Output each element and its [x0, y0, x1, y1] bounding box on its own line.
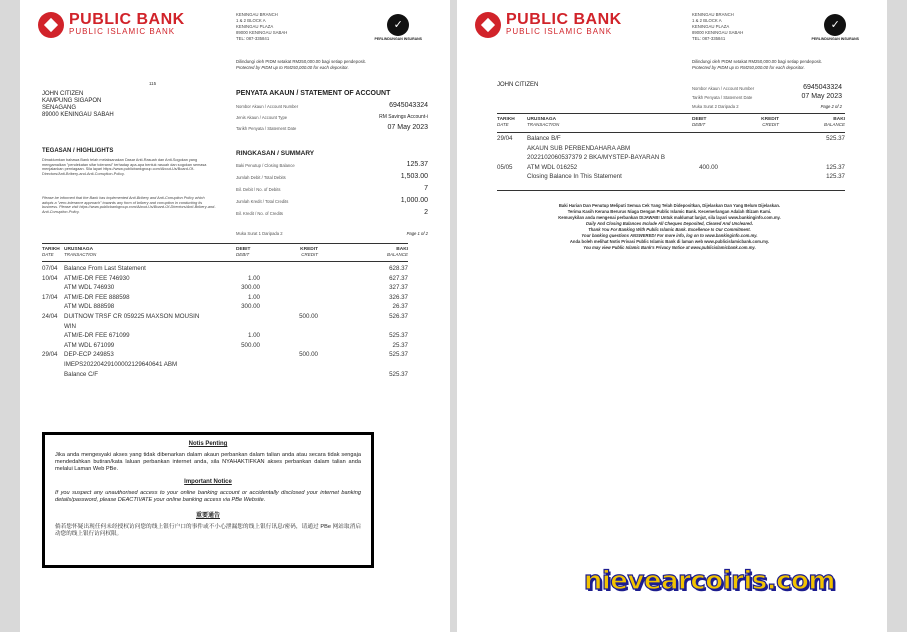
summary-title: RINGKASAN / SUMMARY	[236, 150, 315, 157]
kv-label: Bil. Debit / No. of Debits	[236, 187, 281, 192]
insured-malay: Dilindungi oleh PIDM setakat RM250,000.00 bagi setiap pendeposit.	[236, 59, 366, 64]
statement-date-row	[236, 126, 428, 131]
branch-address	[236, 12, 287, 42]
closing-balance: 125.37	[406, 161, 428, 168]
branch-line: KENINGAU PLAZA	[236, 24, 274, 29]
table-header-rule	[497, 132, 845, 133]
address-line: JOHN CITIZEN	[42, 91, 84, 97]
tx-description: Balance C/F	[64, 370, 99, 378]
tx-date: 17/04	[42, 293, 58, 301]
public-bank-logo-icon	[38, 12, 64, 38]
table-top-rule	[42, 243, 408, 244]
kv-label: Jumlah Kredit / Total Credits	[236, 199, 289, 204]
header-label: BAKI	[833, 117, 845, 122]
tx-description: DUITNOW TRSF CR 059225 MAXSON MOUSIN	[64, 313, 200, 320]
tx-description: ATM WDL 746930	[64, 284, 115, 292]
number-of-debits: 7	[424, 185, 428, 192]
summary-row	[236, 199, 428, 204]
kv-label: Tarikh Penyata / Statement Date	[236, 126, 297, 131]
total-debits: 1,503.00	[400, 173, 428, 180]
footer-line: Daily And Closing Balances Include All Cheques Deposited, Cleared And Uncleared.	[585, 221, 754, 226]
header-label-en: DATE	[42, 252, 54, 257]
branch-line: 89000 KENINGAU SABAH	[236, 30, 288, 35]
tx-debit: 1.00	[247, 293, 260, 301]
bank-logo	[475, 12, 622, 38]
tx-balance: 25.37	[392, 341, 408, 349]
col-transaction-header	[527, 116, 559, 127]
watermark-text: nievearcoiris.com	[583, 566, 835, 596]
tx-description: Balance From Last Statement	[64, 265, 146, 272]
tx-description: ATM/E-DR FEE 671099	[64, 332, 130, 340]
page-indicator	[692, 104, 842, 109]
tx-credit: 500.00	[299, 351, 318, 359]
tx-description: ATM WDL 671099	[64, 341, 115, 349]
tx-date: 24/04	[42, 313, 58, 320]
tx-date: 10/04	[42, 274, 58, 282]
branch-line: TEL: 087-335841	[692, 36, 726, 41]
statement-page-1	[20, 0, 450, 632]
header-label-en: TRANSACTION	[64, 252, 97, 257]
tx-balance: 628.37	[389, 265, 408, 272]
kv-label: Jumlah Debit / Total Debits	[236, 175, 286, 180]
notice-text-english: If you suspect any unauthorised access to your online banking account or accidentally disclosed your internet banking details/password, please DEACTIVATE your online banking access via PBe Website.	[55, 490, 361, 503]
col-date-header	[497, 116, 515, 127]
col-debit-header	[692, 116, 706, 127]
insured-english: Protected by PIDM up to RM250,000.00 for each depositor.	[692, 64, 805, 70]
pidm-logo-icon: ✓	[387, 14, 409, 36]
tx-balance: 26.37	[392, 303, 408, 311]
header-label-en: DATE	[497, 122, 509, 127]
branch-address	[692, 12, 743, 42]
statement-date: 07 May 2023	[801, 93, 842, 100]
header-label: URUSNIAGA	[527, 117, 557, 122]
statement-date-row	[692, 95, 842, 100]
tx-debit: 300.00	[241, 303, 260, 311]
tx-balance: 525.37	[389, 370, 408, 378]
tx-description: Balance B/F	[527, 135, 561, 142]
tx-balance: 525.37	[389, 332, 408, 340]
tx-debit: 1.00	[247, 274, 260, 282]
pidm-badge	[375, 14, 422, 41]
branch-line: 1 & 2 BLOCK A	[692, 18, 722, 23]
footer-line: Thank You For Banking With Public Islamic Bank. Excellence Is Our Commitment.	[588, 227, 751, 232]
col-credit-header	[751, 116, 779, 127]
address-line: KAMPUNG SIGAPON	[42, 98, 102, 104]
notice-title-malay: Notis Penting	[188, 441, 228, 447]
notice-title-english: Important Notice	[184, 479, 232, 485]
public-bank-logo-icon	[475, 12, 501, 38]
tx-debit: 400.00	[699, 163, 718, 171]
footer-line: Anda boleh melihat Notis Privasi Public Islamic Bank di laman web www.publicislamicbank.com.my.	[569, 239, 770, 244]
kv-label: Tarikh Penyata / Statement Date	[692, 95, 753, 100]
tx-balance: 627.37	[389, 274, 408, 282]
header-label: KREDIT	[761, 117, 779, 122]
page-label-english: Page 1 of 2	[406, 231, 428, 236]
customer-address	[42, 91, 114, 119]
header-label-en: DEBIT	[236, 252, 250, 257]
tx-balance: 525.37	[826, 135, 845, 142]
header-label: TARIKH	[42, 247, 60, 252]
kv-label: Nombor Akaun / Account Number	[236, 104, 299, 109]
account-number: 6945043324	[389, 102, 428, 109]
account-number-row	[236, 104, 428, 109]
total-credits: 1,000.00	[400, 197, 428, 204]
statement-date: 07 May 2023	[387, 124, 428, 131]
tx-description: 2022102060537379 2 BKA/MYSTEP-BAYARAN B	[527, 154, 666, 162]
tx-credit: 500.00	[299, 313, 318, 320]
header-label: DEBIT	[236, 247, 251, 252]
account-number-row	[692, 86, 842, 91]
col-transaction-header	[64, 246, 96, 257]
address-line: 89000 KENINGAU SABAH	[42, 112, 114, 118]
highlights-title: TEGASAN / HIGHLIGHTS	[42, 148, 114, 154]
bank-name: PUBLIC BANK	[506, 11, 622, 28]
address-line: SENAGANG	[42, 105, 77, 111]
statement-page-2	[457, 0, 887, 632]
number-of-credits: 2	[424, 209, 428, 216]
table-top-rule	[497, 113, 845, 114]
tx-description: ATM/E-DR FEE 746930	[64, 274, 130, 282]
tx-description: ATM WDL 888598	[64, 303, 115, 311]
statement-title: PENYATA AKAUN / STATEMENT OF ACCOUNT	[236, 90, 391, 97]
col-credit-header	[290, 246, 318, 257]
col-debit-header	[236, 246, 250, 257]
highlights-english: Please be informed that the Bank has implemented Anti-Bribery and Anti-Corruption Policy which adopts a "zero-tolerance approach" towards any form of bribery and corruption in conducting its business. Please visit https://www.publicbankgroup.com/About-Us/Board-Of-Directors/Anti-Bribery-and-Anti-Corruption-Policy.	[42, 196, 216, 214]
tx-description: AKAUN SUB PERBENDAHARA ABM	[527, 144, 631, 152]
header-label: KREDIT	[300, 247, 318, 252]
kv-label: Bil. Kredit / No. of Credits	[236, 211, 284, 216]
footer-line: You may view Public Islamic Bank's Privacy Notice at www.publicislamicbank.com.my.	[583, 245, 756, 250]
summary-row	[236, 187, 428, 192]
header-label: URUSNIAGA	[64, 247, 94, 252]
account-number: 6945043324	[803, 84, 842, 91]
page-label-malay: Muka Surat 1 Daripada 2	[236, 231, 283, 236]
pidm-caption: PERLINDUNGAN INSURANS	[374, 37, 422, 41]
tx-balance: 326.37	[389, 293, 408, 301]
tx-date: 29/04	[497, 135, 513, 142]
branch-line: 1 & 2 BLOCK A	[236, 18, 266, 23]
reference-number: 115	[149, 81, 157, 86]
tx-description: ATM/E-DR FEE 888598	[64, 293, 130, 301]
customer-name: JOHN CITIZEN	[497, 82, 539, 88]
kv-label: Baki Penutup / Closing Balance	[236, 163, 295, 168]
tx-description: DEP-ECP 249853	[64, 351, 114, 359]
notice-text-malay: Jika anda mengesyaki akses yang tidak dibenarkan dalam akaun perbankan dalam talian anda atau secara tidak sengaja mendedahkan butiran/kata laluan perbankan internet anda, sila NYAHAKTIFKAN akses perbankan dalam talian anda melalui Laman Web PBe.	[55, 452, 361, 472]
tx-balance: 526.37	[389, 313, 408, 320]
tx-debit: 300.00	[241, 284, 260, 292]
pidm-insured-notice	[692, 59, 857, 70]
summary-row	[236, 211, 428, 216]
col-balance-header	[807, 116, 845, 127]
header-label: TARIKH	[497, 117, 515, 122]
summary-row	[236, 175, 428, 180]
header-label-en: DEBIT	[692, 122, 706, 127]
header-label: DEBIT	[692, 117, 707, 122]
header-label-en: BALANCE	[823, 122, 845, 127]
tx-description: Closing Balance In This Statement	[527, 173, 622, 181]
header-label: BAKI	[396, 247, 408, 252]
page-indicator	[236, 231, 428, 236]
bank-subname: PUBLIC ISLAMIC BANK	[506, 27, 613, 36]
kv-label: Nombor Akaun / Account Number	[692, 86, 755, 91]
page-label-english: Page 2 of 2	[820, 104, 842, 109]
branch-line: KENINGAU PLAZA	[692, 24, 730, 29]
pidm-logo-icon: ✓	[824, 14, 846, 36]
watermark	[584, 566, 835, 596]
notice-text-chinese: 倘若您怀疑出现任何未经授权访问您的线上银行户口的事件或不小心泄漏您的线上银行讯息/密码，请通过 PBe 网站取消启动您的线上银行访问权限。	[55, 524, 361, 537]
pidm-caption: PERLINDUNGAN INSURANS	[811, 37, 859, 41]
important-notice-box	[42, 432, 374, 568]
tx-description: ATM WDL 016252	[527, 163, 578, 171]
footer-line: Terima Kasih Kerana Berurus Niaga Dengan Public Islamic Bank. Kecemerlangan Adalah Iltizam Kami.	[567, 209, 772, 214]
account-type-row	[236, 115, 428, 120]
tx-balance: 525.37	[389, 351, 408, 359]
branch-line: KENINGAU BRANCH	[692, 12, 734, 17]
table-header-rule	[42, 261, 408, 262]
insured-english: Protected by PIDM up to RM250,000.00 for each depositor.	[236, 64, 349, 70]
tx-balance: 125.37	[826, 163, 845, 171]
tx-debit: 1.00	[247, 332, 260, 340]
tx-description: IMEPS20220429100002129640641 ABM	[64, 361, 178, 368]
header-label-en: BALANCE	[386, 252, 408, 257]
table-bottom-rule	[497, 190, 845, 191]
summary-row	[236, 163, 428, 168]
tx-balance: 125.37	[826, 173, 845, 181]
bank-subname: PUBLIC ISLAMIC BANK	[69, 27, 176, 36]
footer-line: Your banking questions ANSWERED! For more info, log on to www.bankinginfo.com.my.	[581, 233, 758, 238]
col-balance-header	[370, 246, 408, 257]
highlights-malay: Dimaklumkan bahawa Bank telah melaksanakan Dasar Anti-Rasuah dan Anti-Sogokan yang mengamalkan "pendekatan sifar toleransi" terhadap apa-apa bentuk rasuah dan sogokan semasa menjalankan perniagaan. Sila layari https://www.publicbankgroup.com/About-Us/Board-Of-Directors/Anti-Bribery-and-Anti-Corruption-Policy.	[42, 158, 207, 176]
footer-line: Baki Harian Dan Penutup Meliputi Semua Cek Yang Telah Didepositkan, Dijelaskan Dan Yang Belum Dijelaskan.	[558, 203, 781, 208]
tx-date: 29/04	[42, 351, 58, 359]
notice-title-chinese: 重要通告	[195, 513, 220, 519]
tx-date: 07/04	[42, 265, 58, 272]
kv-label: Jenis Akaun / Account Type	[236, 115, 288, 120]
branch-line: KENINGAU BRANCH	[236, 12, 278, 17]
statement-footer	[497, 203, 842, 251]
page-label-malay: Muka Surat 2 Daripada 2	[692, 104, 739, 109]
pidm-badge	[812, 14, 859, 41]
header-label-en: TRANSACTION	[527, 122, 560, 127]
insured-malay: Dilindungi oleh PIDM setakat RM250,000.00 bagi setiap pendeposit.	[692, 59, 822, 64]
col-date-header	[42, 246, 60, 257]
account-type: RM Savings Account-i	[379, 114, 428, 120]
footer-line: Kemusykilan anda mengenai perbankan DIJAWAB! Untuk maklumat lanjut, sila layari www.bankinginfo.com.my.	[558, 215, 781, 220]
header-label-en: CREDIT	[762, 122, 779, 127]
tx-date: 05/05	[497, 163, 513, 171]
bank-name: PUBLIC BANK	[69, 11, 185, 28]
branch-line: 89000 KENINGAU SABAH	[692, 30, 744, 35]
bank-logo	[38, 12, 185, 38]
tx-debit: 500.00	[241, 341, 260, 349]
tx-description: WIN	[64, 322, 77, 330]
branch-line: TEL: 087-335841	[236, 36, 270, 41]
tx-balance: 327.37	[389, 284, 408, 292]
header-label-en: CREDIT	[301, 252, 318, 257]
pidm-insured-notice	[236, 59, 436, 70]
